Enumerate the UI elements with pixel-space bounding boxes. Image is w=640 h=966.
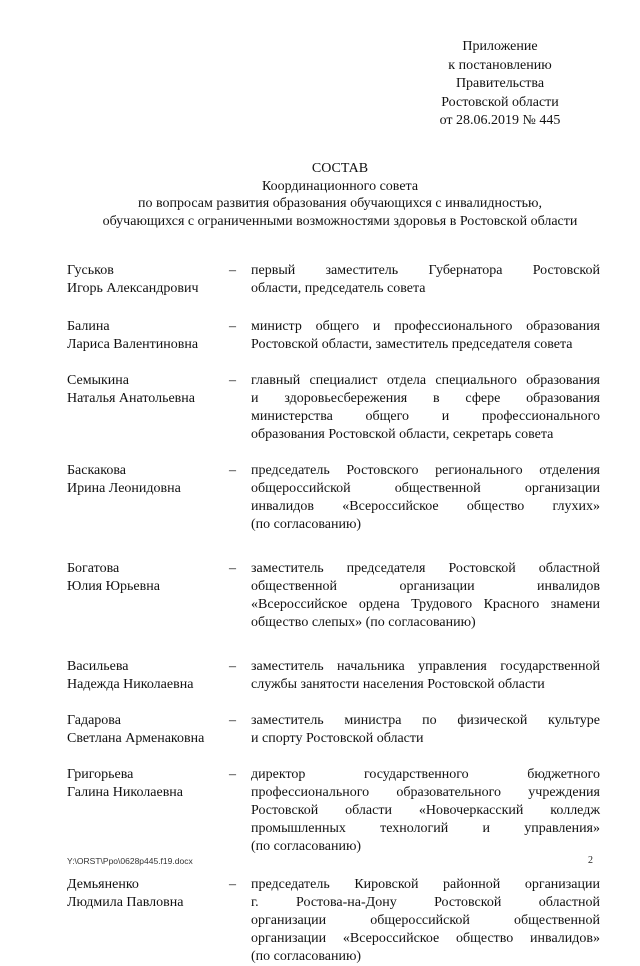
member-role (251, 766, 600, 856)
appendix-line: Ростовской области (441, 94, 559, 110)
role-line: главный специалист отдела специального образования (251, 373, 600, 388)
role-line: организации общероссийской общественной (251, 913, 600, 928)
member-surname: Богатова (67, 561, 120, 576)
dash-separator: – (229, 713, 236, 728)
role-line: директор государственного бюджетного (251, 767, 600, 782)
file-path: Y:\ORST\Ppo\0628p445.f19.docx (67, 856, 193, 866)
member-role (251, 560, 600, 632)
member-name (67, 766, 227, 802)
member-surname: Григорьева (67, 767, 134, 782)
role-line: (по согласованию) (251, 949, 362, 964)
dash-separator: – (229, 373, 236, 388)
role-line: заместитель начальника управления государственной (251, 659, 600, 674)
member-given-name: Наталья Анатольевна (67, 391, 196, 406)
role-line: председатель Кировской районной организации (251, 877, 600, 892)
dash-separator: – (229, 263, 236, 278)
role-line: профессионального образовательного учреждения (251, 785, 600, 800)
role-line: Ростовской области «Новочеркасский колледж (251, 803, 600, 818)
member-row (67, 876, 600, 966)
member-row (67, 462, 600, 534)
role-line: службы занятости населения Ростовской области (251, 677, 545, 692)
member-role (251, 876, 600, 966)
member-name (67, 658, 227, 694)
role-line: организации «Всероссийское общество инвалидов» (251, 931, 600, 946)
heading-line: обучающихся с ограниченными возможностями здоровья в Ростовской области (102, 213, 578, 229)
member-name (67, 712, 227, 748)
role-line: (по согласованию) (251, 517, 362, 532)
member-surname: Семыкина (67, 373, 129, 388)
role-line: образования Ростовской области, секретарь совета (251, 427, 554, 442)
member-given-name: Надежда Николаевна (67, 677, 194, 692)
role-line: Ростовской области, заместитель председателя совета (251, 337, 573, 352)
member-given-name: Игорь Александрович (67, 281, 199, 296)
dash-separator: – (229, 659, 236, 674)
dash-separator: – (229, 767, 236, 782)
role-line: председатель Ростовского регионального отделения (251, 463, 600, 478)
member-row (67, 372, 600, 444)
member-role (251, 712, 600, 748)
dash-separator: – (229, 561, 236, 576)
member-name (67, 560, 227, 596)
role-line: министерства общего и профессионального (251, 409, 600, 424)
member-surname: Гадарова (67, 713, 121, 728)
role-line: (по согласованию) (251, 839, 362, 854)
role-line: первый заместитель Губернатора Ростовской (251, 263, 600, 278)
member-name (67, 462, 227, 498)
role-line: и спорту Ростовской области (251, 731, 424, 746)
member-given-name: Ирина Леонидовна (67, 481, 181, 496)
member-given-name: Людмила Павловна (67, 895, 184, 910)
heading-title: СОСТАВ (311, 161, 369, 176)
role-line: общественной организации инвалидов (251, 579, 600, 594)
heading-line: по вопросам развития образования обучающихся с инвалидностью, (138, 196, 542, 211)
role-line: общероссийской общественной организации (251, 481, 600, 496)
member-surname: Васильева (67, 659, 129, 674)
member-surname: Демьяненко (67, 877, 139, 892)
role-line: «Всероссийское ордена Трудового Красного знамени (251, 597, 600, 612)
appendix-line: Приложение (462, 39, 538, 54)
dash-separator: – (229, 877, 236, 892)
member-row (67, 658, 600, 694)
member-name (67, 262, 227, 298)
role-line: заместитель председателя Ростовской областной (251, 561, 600, 576)
member-role (251, 462, 600, 534)
role-line: промышленных технологий и управления» (251, 821, 600, 836)
member-role (251, 262, 600, 298)
appendix-line: Правительства (455, 76, 545, 91)
member-name (67, 372, 227, 408)
heading-line: Координационного совета (261, 178, 419, 194)
member-surname: Баскакова (67, 463, 127, 478)
member-row (67, 712, 600, 748)
dash-separator: – (229, 463, 236, 478)
role-line: министр общего и профессионального образования (251, 319, 600, 334)
role-line: области, председатель совета (251, 281, 426, 296)
appendix-block (400, 38, 600, 131)
member-role (251, 658, 600, 694)
role-line: инвалидов «Всероссийское общество глухих» (251, 499, 600, 514)
member-given-name: Галина Николаевна (67, 785, 184, 800)
role-line: г. Ростова-на-Дону Ростовской областной (251, 895, 600, 910)
member-name (67, 876, 227, 912)
member-row (67, 766, 600, 856)
member-role (251, 372, 600, 444)
member-surname: Балина (67, 319, 110, 334)
role-line: и здоровьесбережения в сфере образования (251, 391, 600, 406)
appendix-line: от 28.06.2019 № 445 (439, 113, 561, 128)
appendix-line: к постановлению (448, 57, 552, 73)
member-row (67, 560, 600, 632)
member-row (67, 262, 600, 298)
member-row (67, 318, 600, 354)
dash-separator: – (229, 319, 236, 334)
member-name (67, 318, 227, 354)
member-role (251, 318, 600, 354)
document-heading (40, 160, 640, 230)
member-surname: Гуськов (67, 263, 114, 278)
role-line: общество слепых» (по согласованию) (251, 615, 476, 630)
member-given-name: Светлана Арменаковна (67, 731, 205, 746)
member-given-name: Лариса Валентиновна (67, 337, 199, 352)
page-number: 2 (588, 855, 593, 866)
role-line: заместитель министра по физической культуре (251, 713, 600, 728)
member-given-name: Юлия Юрьевна (67, 579, 160, 594)
